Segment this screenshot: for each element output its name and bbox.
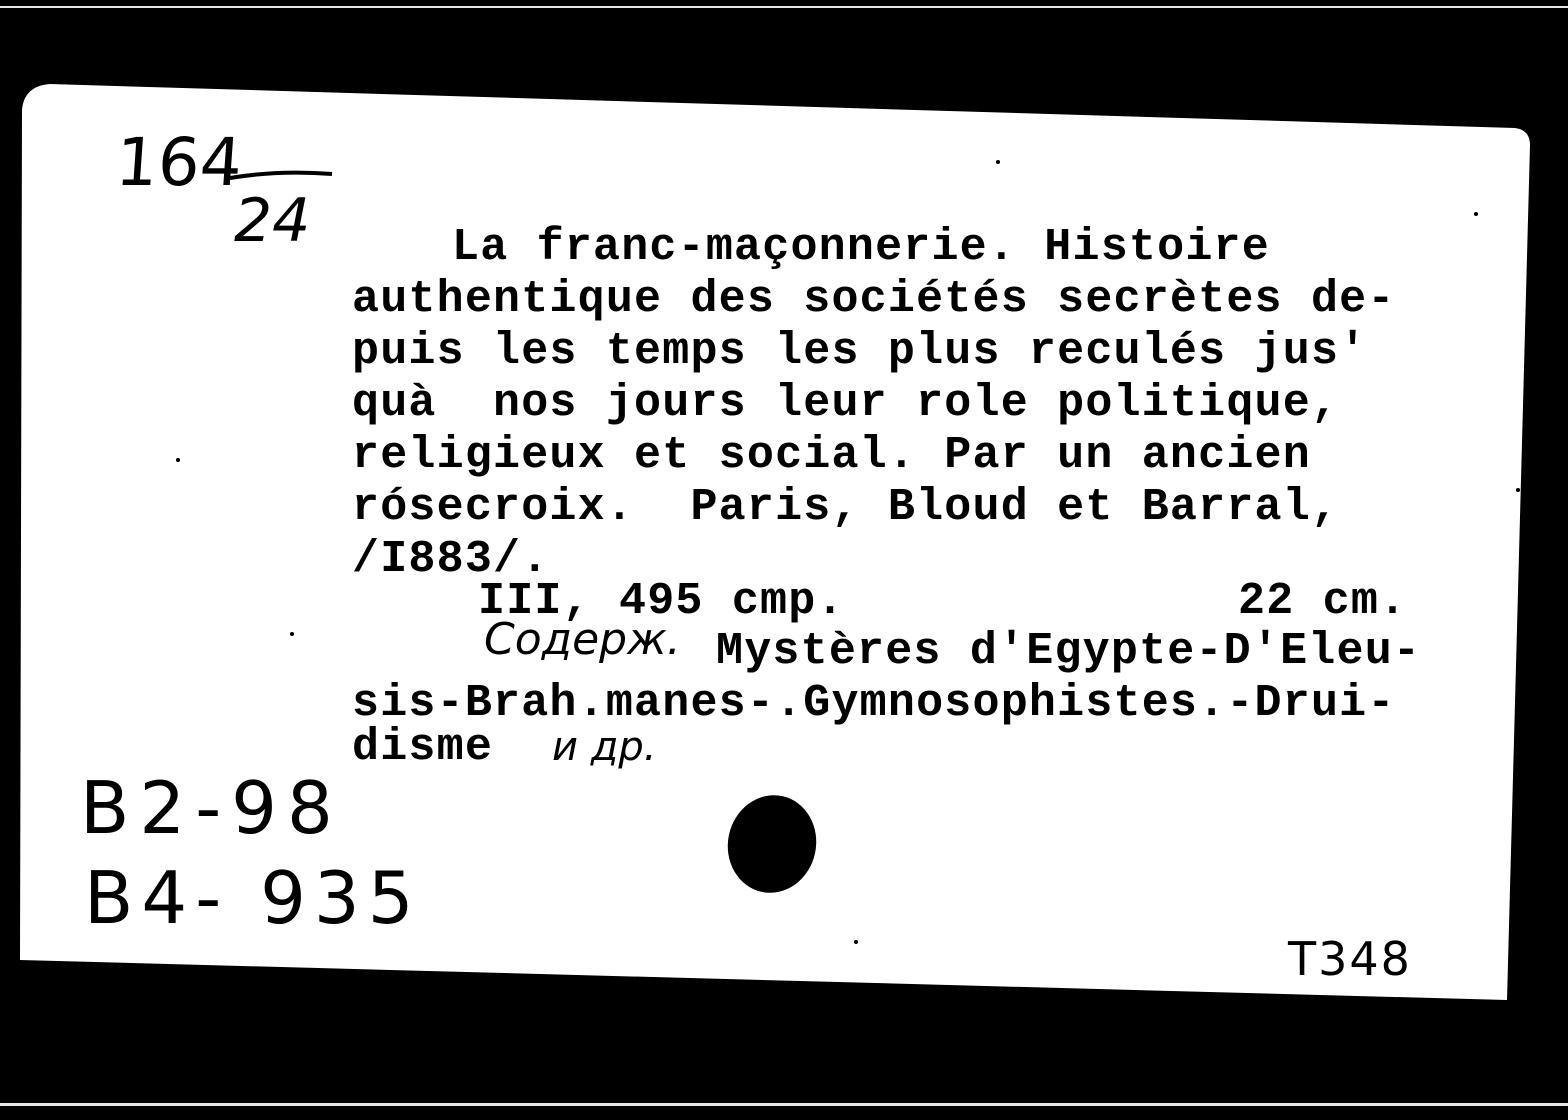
shelfmark-bottom: 24 xyxy=(234,186,311,256)
contents-line: Mystères d'Egypte-D'Eleu- xyxy=(716,626,1422,677)
card-code: T348 xyxy=(1288,932,1412,986)
title-line: authentique des sociétés secrètes de- xyxy=(352,274,1396,325)
collation-size: 22 cm. xyxy=(1238,576,1408,627)
contents-line: disme xyxy=(352,722,494,773)
speck xyxy=(1516,488,1520,492)
contents-tail: и др. xyxy=(552,724,657,770)
speck xyxy=(176,458,180,462)
shelfmark-top: 164 xyxy=(113,124,245,201)
speck xyxy=(854,940,858,944)
title-line: quà nos jours leur role politique, xyxy=(352,378,1340,429)
title-line: religieux et social. Par un ancien xyxy=(352,430,1311,481)
contents-line: sis-Brah.manes-.Gymnosophistes.-Drui- xyxy=(352,678,1396,729)
inventory-number: B2-98 xyxy=(80,766,343,850)
contents-label: Содерж. xyxy=(484,614,681,665)
speck xyxy=(996,160,1000,164)
speck xyxy=(290,632,294,636)
title-line: La franc-maçonnerie. Histoire xyxy=(452,222,1270,273)
title-line: puis les temps les plus reculés jus' xyxy=(352,326,1368,377)
shelfmark-fraction-bar xyxy=(228,164,338,184)
speck xyxy=(1474,212,1478,216)
title-line: /I883/. xyxy=(352,534,550,585)
title-line: rósecroix. Paris, Bloud et Barral, xyxy=(352,482,1340,533)
inventory-number: B4- 935 xyxy=(84,856,422,940)
collation-pages: III, 495 cmp. xyxy=(478,576,845,627)
title-block xyxy=(352,222,1396,586)
